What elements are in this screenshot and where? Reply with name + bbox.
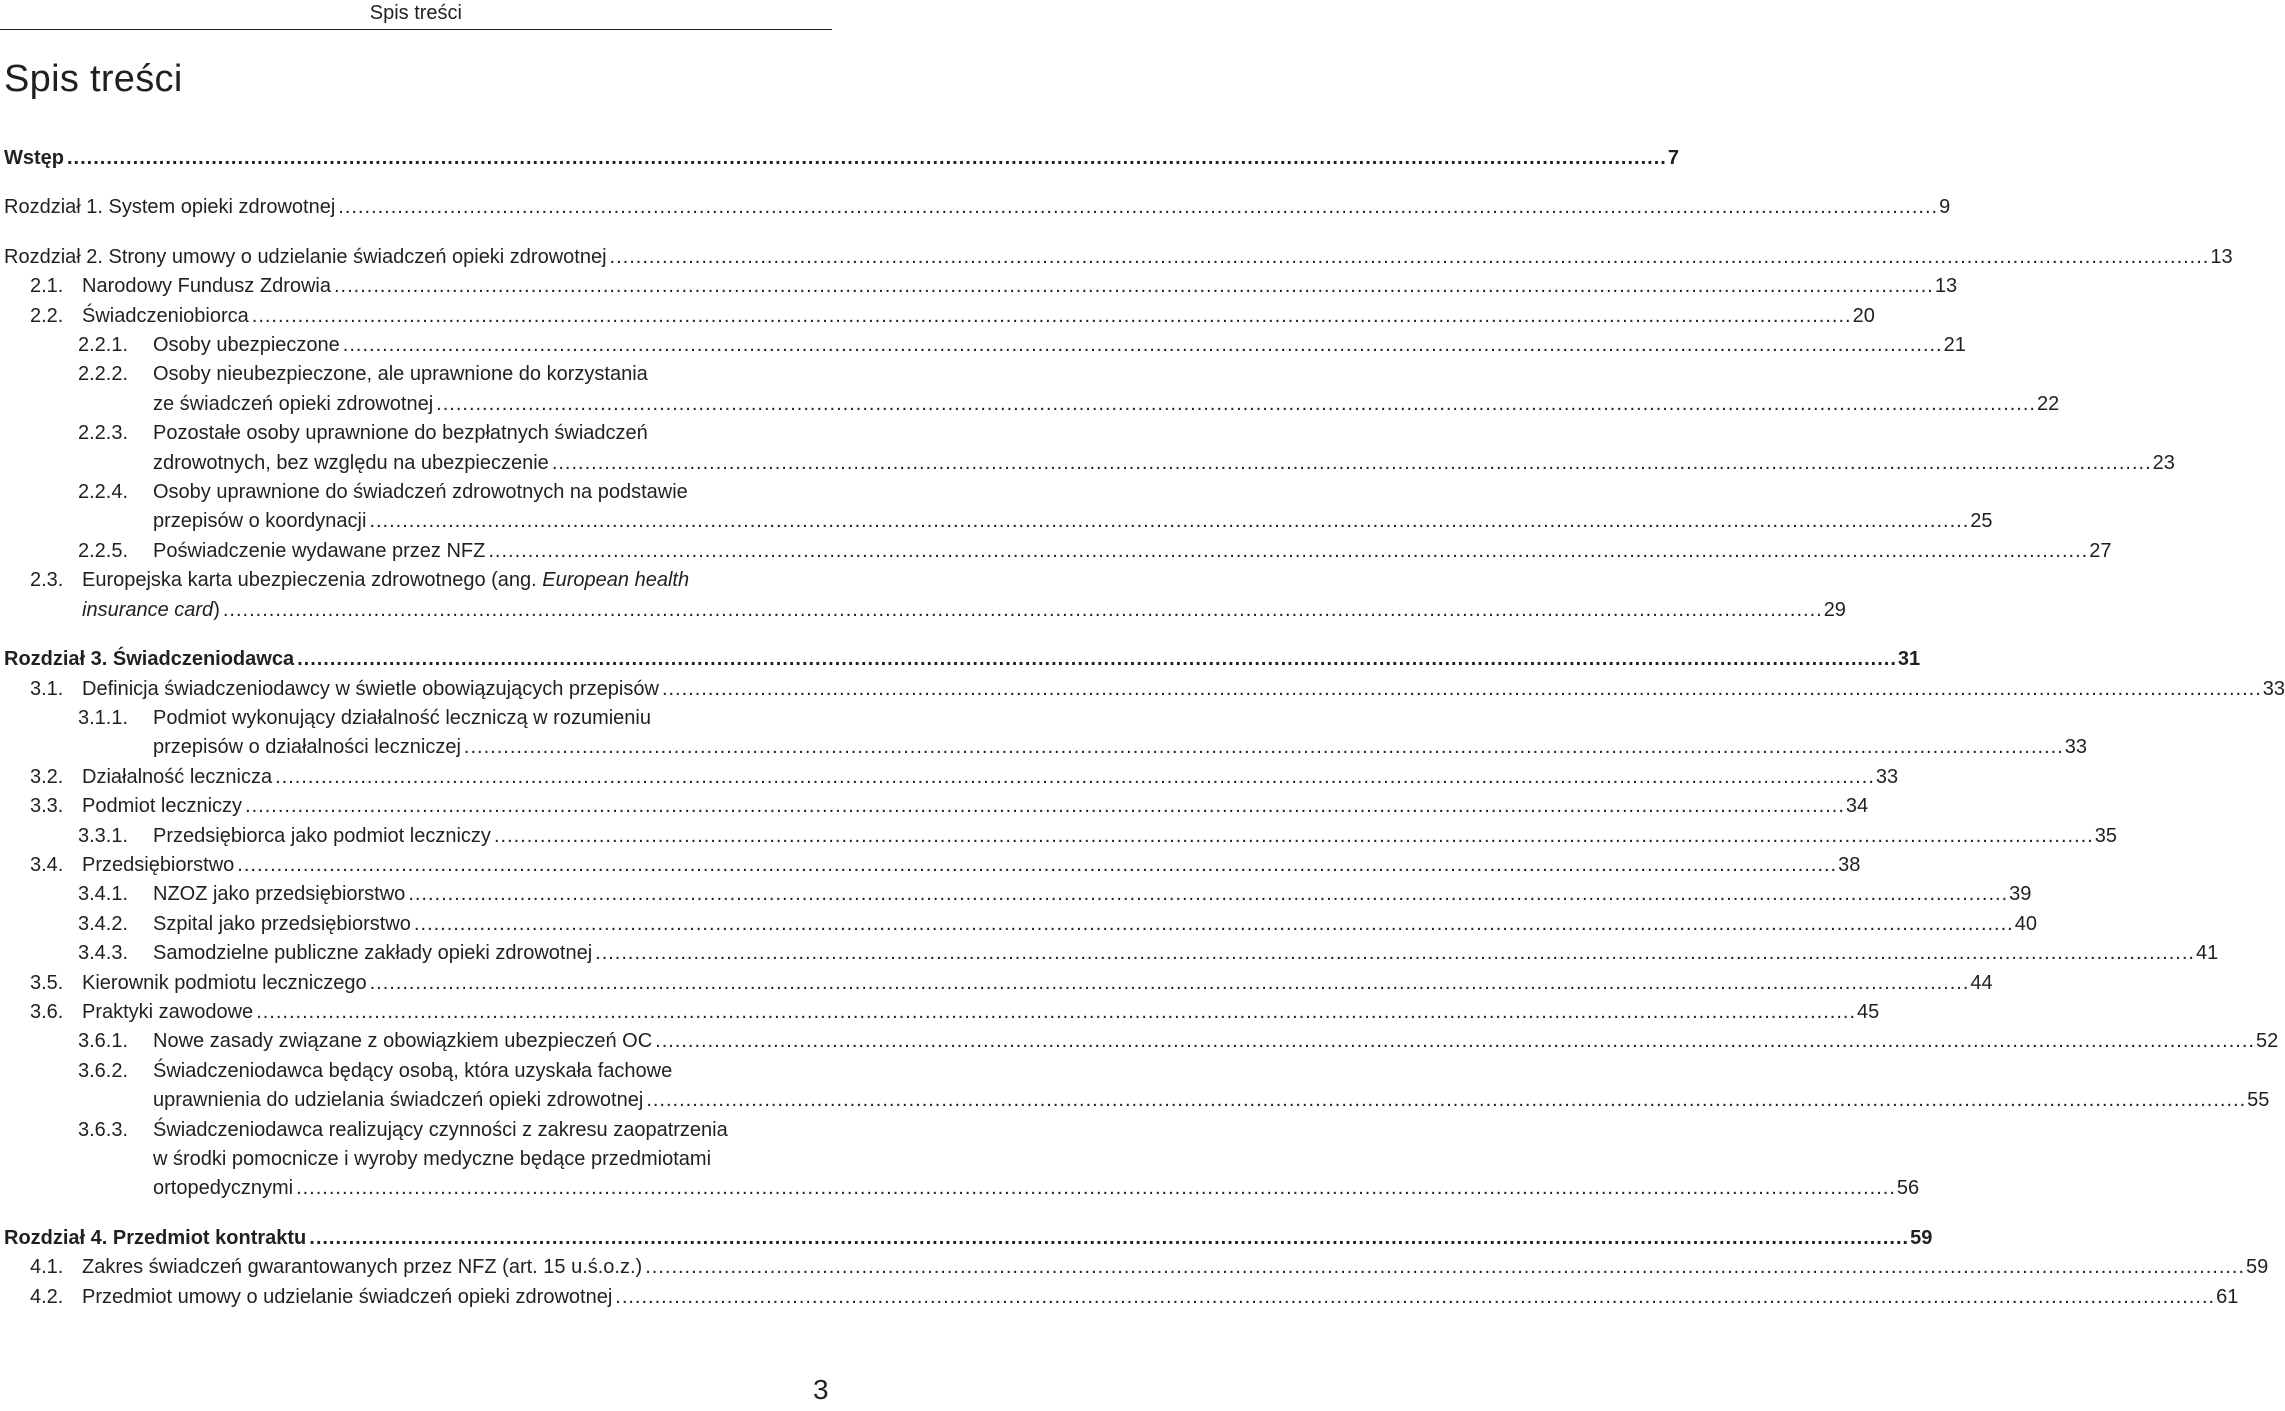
toc-entry[interactable]: [4, 302, 1875, 331]
toc-entry-number: 3.6.3.: [78, 1118, 129, 1141]
toc-entry-page: 13: [1934, 275, 1958, 298]
toc-entry-title: Świadczeniodawca będący osobą, która uzyskała fachowe: [153, 1059, 673, 1082]
toc-entry-page: 13: [2210, 245, 2233, 268]
toc-entry-number: 3.3.: [30, 795, 64, 818]
toc-entry-title: Przedsiębiorstwo: [82, 853, 235, 876]
toc-entry-title: Rozdział 1. System opieki zdrowotnej: [4, 196, 336, 219]
toc-leader-dots: ....................................................................................................................................................................................................................................................: [251, 304, 1852, 327]
toc-entry-title: Poświadczenie wydawane przez NFZ: [153, 539, 486, 562]
page-title: Spis treści: [4, 58, 183, 100]
toc-entry-title: Pozostałe osoby uprawnione do bezpłatnych świadczeń: [153, 422, 648, 445]
toc-entry-number: 4.1.: [30, 1256, 64, 1279]
toc-entry-page: 52: [2255, 1030, 2279, 1053]
toc-entry[interactable]: [4, 880, 2032, 909]
toc-leader-dots: ....................................................................................................................................................................................................................................................: [222, 598, 1823, 621]
running-header: [0, 0, 832, 30]
toc-entry-title: Definicja świadczeniodawcy w świetle obowiązujących przepisów: [82, 677, 659, 700]
toc-leader-dots: ....................................................................................................................................................................................................................................................: [296, 1177, 1896, 1200]
toc-entry-title: Nowe zasady związane z obowiązkiem ubezpieczeń OC: [153, 1030, 653, 1053]
toc-entry[interactable]: [4, 969, 1993, 998]
toc-entry[interactable]: [4, 675, 2285, 704]
toc-leader-dots: ....................................................................................................................................................................................................................................................: [245, 795, 1845, 818]
toc-entry-title: ze świadczeń opieki zdrowotnej: [153, 392, 434, 415]
toc-entry-page: 41: [2195, 942, 2219, 965]
toc-entry[interactable]: [4, 193, 1951, 222]
toc-leader-dots: ....................................................................................................................................................................................................................................................: [334, 275, 1934, 298]
toc-entry-number: 2.2.5.: [78, 539, 129, 562]
toc-entry-number: 3.6.2.: [78, 1059, 129, 1082]
toc-entry-title: przepisów o działalności leczniczej: [153, 736, 461, 759]
toc-entry[interactable]: [4, 537, 2112, 566]
toc-entry[interactable]: [4, 763, 1899, 792]
toc-entry-number: 2.2.2.: [78, 363, 129, 386]
toc-entry-number: 3.4.: [30, 853, 64, 876]
toc-entry-title: Zakres świadczeń gwarantowanych przez NFZ (art. 15 u.ś.o.z.): [82, 1256, 643, 1279]
toc-entry-title: Narodowy Fundusz Zdrowia: [82, 275, 331, 298]
toc-entry-number: 2.2.: [30, 304, 64, 327]
toc-entry-number: 3.4.3.: [78, 942, 129, 965]
toc-entry-number: 3.6.: [30, 1000, 64, 1023]
toc-entry-title: Podmiot wykonujący działalność leczniczą w rozumieniu: [153, 706, 651, 729]
toc-entry-page: 45: [1857, 1000, 1880, 1023]
toc-leader-dots: ....................................................................................................................................................................................................................................................: [275, 765, 1875, 788]
toc-entry-page: 31: [1897, 648, 1921, 671]
toc-leader-dots: ....................................................................................................................................................................................................................................................: [646, 1089, 2247, 1112]
toc-entry[interactable]: [4, 566, 1846, 625]
toc-entry-page: 34: [1845, 795, 1869, 818]
toc-leader-dots: ....................................................................................................................................................................................................................................................: [256, 1000, 1857, 1023]
toc-entry-number: 2.2.3.: [78, 422, 129, 445]
toc-entry-number: 2.1.: [30, 275, 64, 298]
toc-leader-dots: ....................................................................................................................................................................................................................................................: [655, 1030, 2255, 1053]
toc-entry[interactable]: [4, 1224, 1933, 1253]
toc-leader-dots: ....................................................................................................................................................................................................................................................: [369, 971, 1970, 994]
toc-leader-dots: ....................................................................................................................................................................................................................................................: [297, 648, 1897, 671]
toc-leader-dots: ....................................................................................................................................................................................................................................................: [463, 736, 2064, 759]
toc-entry-page: 33: [1875, 765, 1899, 788]
toc-entry-page: 23: [2152, 451, 2175, 474]
toc-entry[interactable]: [4, 998, 1880, 1027]
toc-entry[interactable]: [4, 478, 1993, 537]
toc-entry-page: 27: [2089, 539, 2112, 562]
toc-entry-title: zdrowotnych, bez względu na ubezpieczenie: [153, 451, 549, 474]
toc-entry[interactable]: [4, 1253, 2269, 1282]
toc-entry-page: 29: [1823, 598, 1846, 621]
toc-leader-dots: ....................................................................................................................................................................................................................................................: [309, 1226, 1910, 1249]
toc-entry[interactable]: [4, 1027, 2279, 1056]
toc-entry[interactable]: [4, 851, 1861, 880]
toc-entry-title: Europejska karta ubezpieczenia zdrowotnego (ang. European health: [82, 569, 690, 592]
toc-entry-page: 22: [2036, 392, 2060, 415]
toc-entry-title: Rozdział 2. Strony umowy o udzielanie świadczeń opieki zdrowotnej: [4, 245, 607, 268]
toc-entry-page: 59: [2246, 1256, 2269, 1279]
toc-entry-page: 20: [1852, 304, 1875, 327]
toc-entry-number: 4.2.: [30, 1285, 64, 1308]
toc-entry-page: 39: [2009, 883, 2032, 906]
toc-entry-page: 33: [2064, 736, 2087, 759]
toc-entry-title: Rozdział 3. Świadczeniodawca: [4, 648, 295, 671]
toc-leader-dots: ....................................................................................................................................................................................................................................................: [493, 824, 2094, 847]
toc-entry-number: 2.2.1.: [78, 334, 129, 357]
toc-entry[interactable]: [4, 792, 1869, 821]
toc-entry-page: 61: [2216, 1285, 2239, 1308]
toc-entry-title: Wstęp: [4, 147, 64, 169]
toc-entry[interactable]: [4, 822, 2118, 851]
toc-leader-dots: ....................................................................................................................................................................................................................................................: [436, 392, 2036, 415]
toc-leader-dots: ....................................................................................................................................................................................................................................................: [551, 451, 2152, 474]
toc-entry-page: 38: [1838, 853, 1861, 876]
toc-entry-page: 25: [1970, 510, 1993, 533]
toc-entry[interactable]: [4, 939, 2219, 968]
toc-entry-number: 3.5.: [30, 971, 64, 994]
toc-entry[interactable]: [4, 331, 1966, 360]
toc-entry-title: Przedsiębiorca jako podmiot leczniczy: [153, 824, 491, 847]
toc-entry[interactable]: [4, 272, 1958, 301]
toc-leader-dots: ....................................................................................................................................................................................................................................................: [645, 1256, 2246, 1279]
toc-entry-title: Samodzielne publiczne zakłady opieki zdrowotnej: [153, 942, 593, 965]
toc-leader-dots: ....................................................................................................................................................................................................................................................: [342, 334, 1943, 357]
toc-entry-title: Kierownik podmiotu leczniczego: [82, 971, 367, 994]
toc-entry-number: 3.4.1.: [78, 883, 129, 906]
toc-entry-title: Osoby uprawnione do świadczeń zdrowotnych na podstawie: [153, 481, 688, 504]
toc-entry-title: w środki pomocnicze i wyroby medyczne będące przedmiotami: [153, 1148, 712, 1170]
toc-entry-page: 35: [2094, 824, 2118, 847]
running-header-title: Spis treści: [369, 2, 462, 24]
toc-entry[interactable]: [4, 1116, 1920, 1204]
toc-leader-dots: ....................................................................................................................................................................................................................................................: [369, 510, 1970, 533]
toc-entry-title: Działalność lecznicza: [82, 765, 273, 788]
toc-leader-dots: ....................................................................................................................................................................................................................................................: [338, 196, 1939, 219]
toc-leader-dots: ....................................................................................................................................................................................................................................................: [595, 942, 2195, 965]
toc-entry-title: przepisów o koordynacji: [153, 510, 367, 533]
toc-leader-dots: ....................................................................................................................................................................................................................................................: [408, 883, 2009, 906]
toc-leader-dots: ....................................................................................................................................................................................................................................................: [609, 245, 2210, 268]
toc-entry[interactable]: [4, 243, 2233, 272]
toc-entry-page: 59: [1910, 1226, 1933, 1249]
toc-entry-title: Osoby nieubezpieczone, ale uprawnione do korzystania: [153, 363, 648, 386]
page-number: 3: [813, 1374, 829, 1405]
toc-entry[interactable]: [4, 645, 1921, 674]
toc-entry-number: 3.1.: [30, 677, 64, 700]
toc-entry-title: insurance card): [82, 598, 220, 621]
toc-entry-page: 55: [2247, 1089, 2270, 1112]
toc-entry-title: Przedmiot umowy o udzielanie świadczeń opieki zdrowotnej: [82, 1285, 613, 1308]
toc-leader-dots: ....................................................................................................................................................................................................................................................: [67, 147, 1667, 169]
toc-entry[interactable]: [4, 910, 2037, 939]
toc-entry-title: ortopedycznymi: [153, 1177, 294, 1200]
toc-entry-number: 3.1.1.: [78, 706, 129, 729]
toc-entry-page: 9: [1939, 196, 1951, 219]
toc-entry-page: 56: [1896, 1177, 1920, 1200]
toc-entry-title: Świadczeniodawca realizujący czynności z zakresu zaopatrzenia: [153, 1118, 728, 1141]
toc-entry[interactable]: [4, 144, 1679, 173]
toc-entry-page: 21: [1943, 334, 1966, 357]
toc-entry[interactable]: [4, 1283, 2239, 1312]
toc-entry-number: 3.2.: [30, 765, 64, 788]
toc-leader-dots: ....................................................................................................................................................................................................................................................: [237, 853, 1838, 876]
toc-entry-page: 44: [1970, 971, 1993, 994]
toc-entry[interactable]: [4, 1057, 2270, 1116]
toc-leader-dots: ....................................................................................................................................................................................................................................................: [615, 1285, 2216, 1308]
toc-entry-number: 3.4.2.: [78, 912, 129, 935]
table-of-contents: [4, 144, 2285, 1312]
toc-entry-title: Praktyki zawodowe: [82, 1000, 254, 1023]
toc-entry-title: uprawnienia do udzielania świadczeń opieki zdrowotnej: [153, 1089, 644, 1112]
toc-entry-page: 33: [2262, 677, 2285, 700]
toc-entry[interactable]: [4, 419, 2175, 478]
toc-leader-dots: ....................................................................................................................................................................................................................................................: [413, 912, 2014, 935]
toc-leader-dots: ....................................................................................................................................................................................................................................................: [488, 539, 2089, 562]
toc-entry-number: 2.3.: [30, 569, 64, 592]
toc-entry-title: Osoby ubezpieczone: [153, 334, 340, 357]
toc-entry-title: Świadczeniobiorca: [82, 304, 249, 327]
toc-entry-number: 3.3.1.: [78, 824, 129, 847]
toc-entry-number: 2.2.4.: [78, 481, 129, 504]
toc-entry[interactable]: [4, 360, 2060, 419]
toc-entry-page: 40: [2014, 912, 2037, 935]
toc-entry-number: 3.6.1.: [78, 1030, 129, 1053]
toc-entry-title: NZOZ jako przedsiębiorstwo: [153, 883, 406, 906]
toc-entry[interactable]: [4, 704, 2087, 763]
toc-entry-title: Szpital jako przedsiębiorstwo: [153, 912, 411, 935]
toc-entry-title: Podmiot leczniczy: [82, 795, 243, 818]
toc-entry-title: Rozdział 4. Przedmiot kontraktu: [4, 1226, 307, 1249]
toc-leader-dots: ....................................................................................................................................................................................................................................................: [661, 677, 2262, 700]
toc-entry-page: 7: [1667, 147, 1679, 169]
